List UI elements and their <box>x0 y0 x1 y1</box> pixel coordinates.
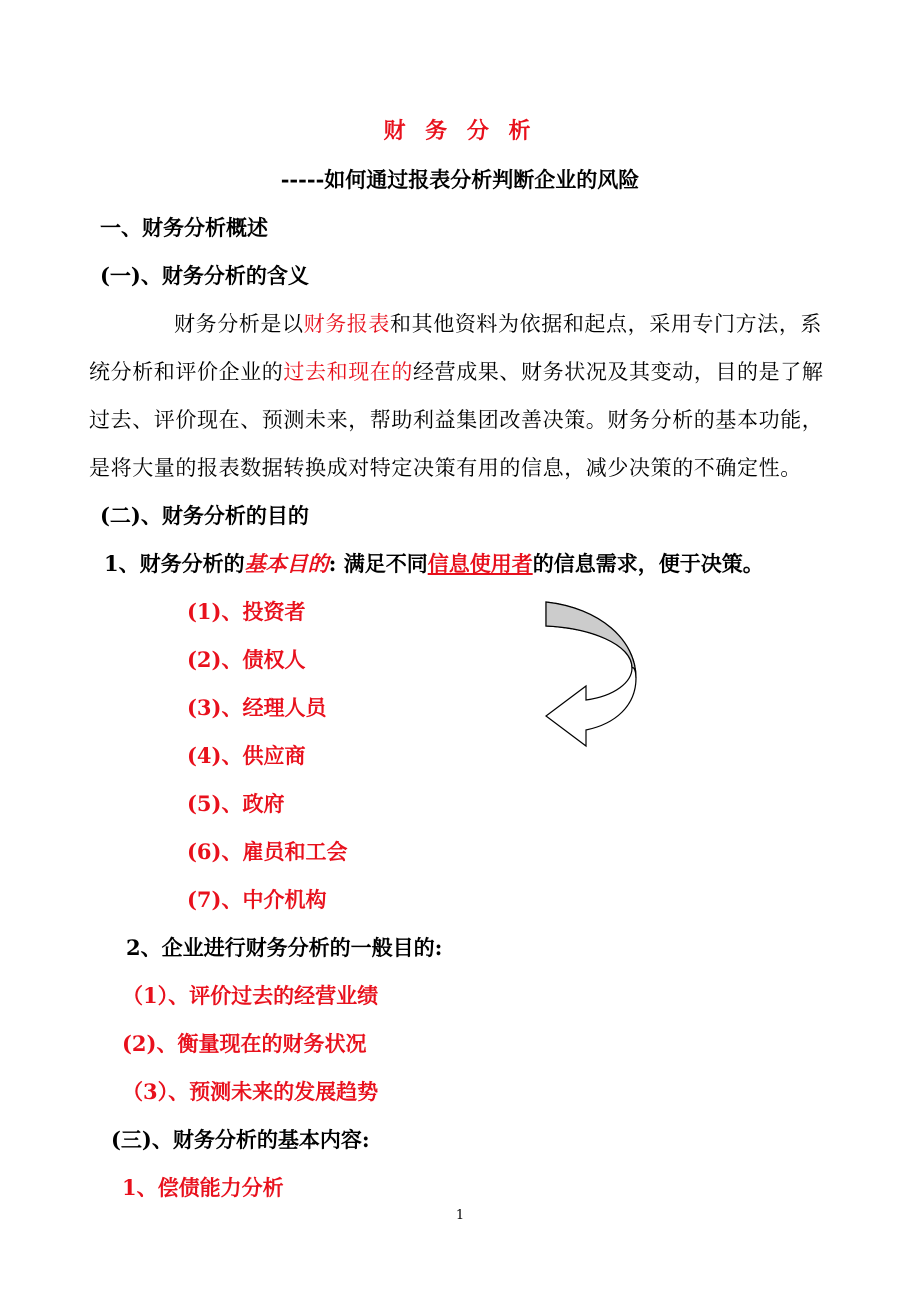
text: 的信息需求，便于决策。 <box>532 551 764 576</box>
paragraph-line-1 <box>174 309 822 339</box>
user-item: (5)、政府 <box>187 791 285 816</box>
subsection-heading-1: (一)、财务分析的含义 <box>100 263 309 288</box>
subsection-heading-2: (二)、财务分析的目的 <box>100 503 309 528</box>
subsection-heading-3: (三)、财务分析的基本内容: <box>111 1127 370 1152</box>
user-item: (6)、雇员和工会 <box>187 839 348 864</box>
text: 财务分析是以 <box>174 312 304 336</box>
document-title: 财 务 分 析 <box>383 118 537 144</box>
document-subtitle: -----如何通过报表分析判断企业的风险 <box>280 167 640 192</box>
text: 和其他资料为依据和起点，采用专门方法，系 <box>390 312 823 336</box>
general-purpose-item: (2)、衡量现在的财务状况 <box>122 1031 367 1056</box>
paragraph-line-2 <box>89 357 823 387</box>
user-item: (4)、供应商 <box>187 743 306 768</box>
text: 统分析和评价企业的 <box>89 360 284 384</box>
highlight-past-present: 过去和现在的 <box>283 360 414 384</box>
user-item: (2)、债权人 <box>187 647 306 672</box>
highlight-financial-statements: 财务报表 <box>303 312 391 336</box>
user-item: (7)、中介机构 <box>187 887 327 912</box>
basic-purpose-line <box>104 549 764 579</box>
text: : 满足不同 <box>328 551 428 576</box>
general-purpose-item: （3）、预测未来的发展趋势 <box>122 1079 379 1104</box>
general-purpose-item: （1）、评价过去的经营业绩 <box>122 983 379 1008</box>
text: 1、财务分析的 <box>104 551 245 576</box>
basic-purpose-term: 基本目的 <box>244 551 329 576</box>
info-users-term: 信息使用者 <box>427 551 533 576</box>
section-heading-1: 一、财务分析概述 <box>100 215 268 240</box>
paragraph-line-4: 是将大量的报表数据转换成对特定决策有用的信息，减少决策的不确定性。 <box>89 456 802 480</box>
user-item: (3)、经理人员 <box>187 695 327 720</box>
content-item: 1、偿债能力分析 <box>122 1175 284 1200</box>
page-number: 1 <box>455 1208 465 1223</box>
curved-arrow-icon <box>540 596 644 752</box>
paragraph-line-3: 过去、评价现在、预测未来，帮助利益集团改善决策。财务分析的基本功能， <box>89 408 824 432</box>
general-purpose-heading: 2、企业进行财务分析的一般目的: <box>126 935 443 960</box>
text: 经营成果、财务状况及其变动，目的是了解 <box>413 360 824 384</box>
user-item: (1)、投资者 <box>187 599 306 624</box>
